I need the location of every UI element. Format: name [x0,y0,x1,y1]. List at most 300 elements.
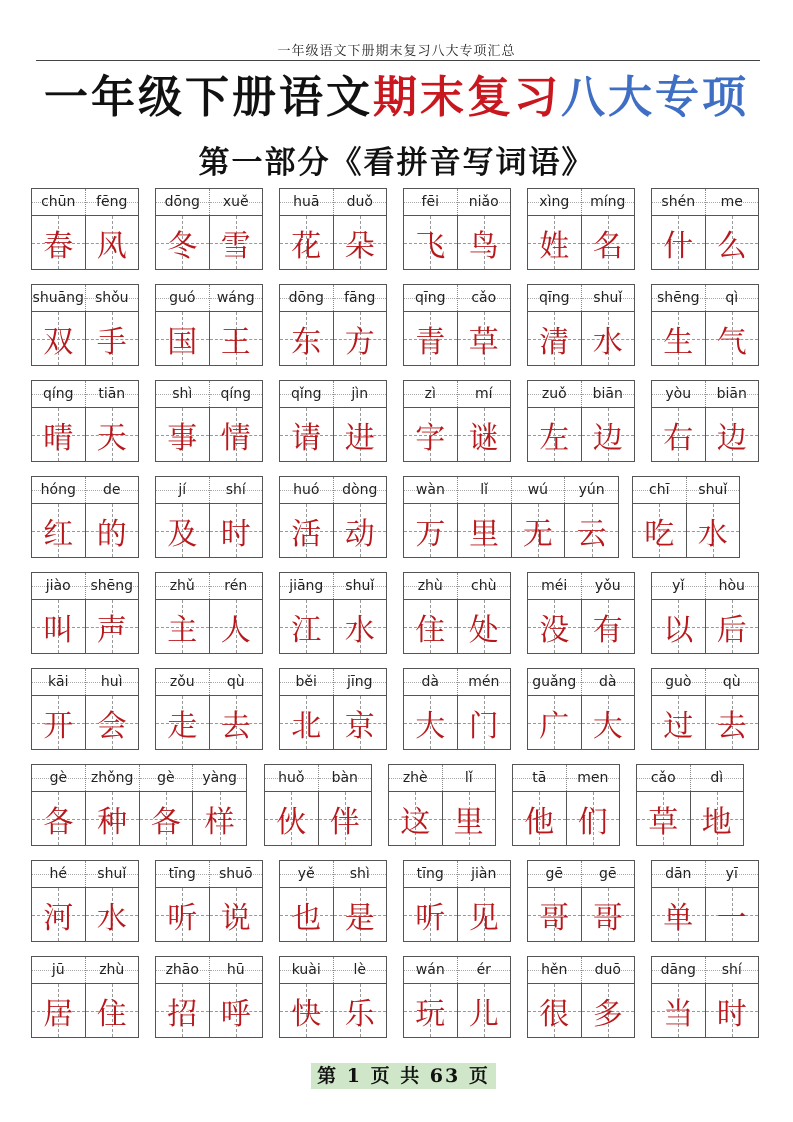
hanzi-char: 快 [291,996,322,1032]
hanzi-char: 时 [716,996,747,1032]
word-box [155,860,263,942]
hanzi-cell [85,312,139,365]
hanzi-cell [333,504,387,557]
hanzi-char: 飞 [415,228,446,264]
hanzi-cell [511,504,565,557]
pinyin-cell [652,573,705,599]
hanzi-char: 声 [96,612,127,648]
hanzi-cell [32,504,85,557]
pinyin-cell [581,957,635,983]
hanzi-cell [581,312,635,365]
word-box [527,188,635,270]
hanzi-char: 走 [167,708,198,744]
pinyin-text: qù [722,674,741,690]
word-box [651,284,759,366]
hanzi-char: 时 [220,516,251,552]
hanzi-row [652,984,758,1037]
hanzi-char: 多 [592,996,623,1032]
pinyin-cell [85,189,139,215]
hanzi-char: 王 [220,324,251,360]
pinyin-row [404,189,510,216]
hanzi-cell [564,504,618,557]
pinyin-row [389,765,495,792]
hanzi-cell [404,216,457,269]
pinyin-text: tiān [98,386,126,402]
pinyin-text: dāng [660,962,696,978]
word-box [155,668,263,750]
hanzi-char: 主 [167,612,198,648]
pinyin-cell [457,669,511,695]
hanzi-row [32,792,246,845]
hanzi-cell [457,696,511,749]
pinyin-row [156,189,262,216]
hanzi-char: 去 [220,708,251,744]
hanzi-cell [156,312,209,365]
pinyin-text: qíng [220,386,252,402]
pinyin-text: zhǒng [90,770,134,786]
pinyin-cell [32,381,85,407]
hanzi-char: 雪 [220,228,251,264]
pinyin-cell [333,669,387,695]
hanzi-char: 北 [291,708,322,744]
hanzi-cell [318,792,372,845]
pinyin-text: shēng [656,290,700,306]
hanzi-cell [156,888,209,941]
hanzi-cell [156,600,209,653]
hanzi-row [652,408,758,461]
pinyin-row [32,957,138,984]
pinyin-text: zhǔ [169,578,195,594]
hanzi-row [528,984,634,1037]
hanzi-char: 去 [716,708,747,744]
hanzi-cell [442,792,496,845]
hanzi-char: 及 [167,516,198,552]
pinyin-text: gē [545,866,563,882]
hanzi-cell [209,408,263,461]
hanzi-cell [404,600,457,653]
pinyin-cell [705,189,759,215]
pinyin-text: qīng [414,290,446,306]
word-box [651,188,759,270]
pinyin-cell [705,861,759,887]
pinyin-cell [457,189,511,215]
hanzi-row [280,312,386,365]
pinyin-cell [209,477,263,503]
hanzi-row [280,216,386,269]
hanzi-cell [333,408,387,461]
pinyin-text: yàng [202,770,237,786]
hanzi-char: 晴 [43,420,74,456]
pinyin-cell [457,285,511,311]
pinyin-row [528,957,634,984]
hanzi-cell [156,216,209,269]
hanzi-cell [32,600,85,653]
word-box [527,668,635,750]
hanzi-row [652,216,758,269]
word-box [31,572,139,654]
hanzi-char: 种 [97,804,128,840]
pinyin-text: shuǐ [345,578,375,594]
pinyin-text: dōng [164,194,200,210]
pinyin-text: shuǐ [593,290,623,306]
pinyin-text: shí [721,962,742,978]
hanzi-char: 的 [96,516,127,552]
hanzi-cell [705,888,759,941]
pinyin-cell [457,957,511,983]
pinyin-row [528,381,634,408]
pinyin-cell [528,285,581,311]
pinyin-text: qì [725,290,739,306]
pinyin-text: shuǐ [698,482,728,498]
hanzi-cell [280,312,333,365]
pinyin-cell [581,285,635,311]
hanzi-row [528,216,634,269]
hanzi-char: 春 [43,228,74,264]
hanzi-char: 呼 [220,996,251,1032]
hanzi-char: 门 [468,708,499,744]
pinyin-cell [333,957,387,983]
pinyin-text: dōng [288,290,324,306]
pinyin-cell [156,669,209,695]
pinyin-text: shén [661,194,696,210]
pinyin-cell [32,189,85,215]
pinyin-cell [209,285,263,311]
hanzi-char: 请 [291,420,322,456]
hanzi-cell [457,216,511,269]
word-box [31,860,139,942]
hanzi-cell [404,408,457,461]
hanzi-char: 手 [96,324,127,360]
hanzi-cell [209,216,263,269]
hanzi-cell [705,696,759,749]
pinyin-row [528,669,634,696]
hanzi-char: 活 [291,516,322,552]
word-box [636,764,744,846]
hanzi-cell [581,696,635,749]
hanzi-char: 见 [468,900,499,936]
pinyin-text: men [577,770,609,786]
pinyin-text: mén [468,674,500,690]
hanzi-cell [404,696,457,749]
hanzi-char: 方 [344,324,375,360]
hanzi-row [280,984,386,1037]
hanzi-cell [333,600,387,653]
pinyin-cell [513,765,566,791]
pinyin-cell [404,957,457,983]
hanzi-cell [333,696,387,749]
word-box [279,284,387,366]
hanzi-cell [652,600,705,653]
hanzi-cell [581,888,635,941]
hanzi-cell [404,504,457,557]
pinyin-text: guǎng [532,674,577,690]
hanzi-row [32,696,138,749]
pinyin-text: yī [725,866,738,882]
hanzi-char: 玩 [415,996,446,1032]
pinyin-cell [32,573,85,599]
word-box [527,860,635,942]
hanzi-char: 是 [344,900,375,936]
pinyin-text: jū [51,962,65,978]
word-box [512,764,620,846]
hanzi-char: 草 [648,804,679,840]
hanzi-char: 招 [167,996,198,1032]
hanzi-cell [32,408,85,461]
pinyin-text: dān [665,866,692,882]
pinyin-text: shì [349,866,370,882]
hanzi-cell [333,888,387,941]
pinyin-text: dì [710,770,724,786]
hanzi-char: 们 [577,804,608,840]
hanzi-cell [652,696,705,749]
pinyin-cell [280,189,333,215]
hanzi-cell [156,696,209,749]
hanzi-char: 一 [716,900,747,936]
hanzi-char: 以 [663,612,694,648]
hanzi-cell [32,216,85,269]
pinyin-row [280,477,386,504]
pinyin-text: fēng [96,194,128,210]
hanzi-cell [404,888,457,941]
hanzi-char: 住 [415,612,446,648]
word-box [31,668,139,750]
pinyin-row [280,285,386,312]
pinyin-cell [404,381,457,407]
word-box [31,764,247,846]
hanzi-char: 云 [576,516,607,552]
hanzi-row [528,696,634,749]
pinyin-text: cǎo [471,290,497,306]
pinyin-text: zhè [402,770,428,786]
pinyin-cell [404,573,457,599]
pinyin-text: dòng [342,482,378,498]
pinyin-cell [581,189,635,215]
pinyin-text: mí [474,386,493,402]
pinyin-text: xuě [222,194,249,210]
hanzi-cell [280,984,333,1037]
hanzi-char: 水 [96,900,127,936]
pinyin-cell [32,477,85,503]
hanzi-row [404,696,510,749]
title-part-2: 期末复习 [373,72,561,123]
hanzi-row [32,312,138,365]
hanzi-char: 名 [592,228,623,264]
hanzi-char: 没 [539,612,570,648]
word-box [31,476,139,558]
word-box [403,476,619,558]
hanzi-row [528,600,634,653]
hanzi-char: 水 [344,612,375,648]
word-box [279,188,387,270]
title-part-3: 八大专项 [561,72,749,123]
pinyin-text: rén [224,578,248,594]
pinyin-cell [652,189,705,215]
hanzi-char: 当 [663,996,694,1032]
pinyin-cell [581,573,635,599]
page-number-footer: 第 1 页 共 63 页 [311,1063,496,1089]
hanzi-row [156,408,262,461]
pinyin-cell [139,765,193,791]
hanzi-char: 边 [592,420,623,456]
word-box [651,380,759,462]
pinyin-text: bàn [331,770,358,786]
pinyin-row [32,381,138,408]
pinyin-text: zhù [99,962,125,978]
hanzi-char: 气 [716,324,747,360]
pinyin-row [652,189,758,216]
pinyin-text: méi [541,578,568,594]
hanzi-char: 里 [469,516,500,552]
hanzi-cell [705,600,759,653]
pinyin-cell [690,765,744,791]
pinyin-cell [156,477,209,503]
word-box [403,668,511,750]
hanzi-row [652,600,758,653]
hanzi-cell [457,408,511,461]
hanzi-char: 江 [291,612,322,648]
pinyin-text: hěn [541,962,568,978]
hanzi-row [156,600,262,653]
pinyin-row [156,285,262,312]
hanzi-row [404,408,510,461]
pinyin-cell [457,861,511,887]
pinyin-text: zhāo [165,962,199,978]
hanzi-char: 无 [522,516,553,552]
word-box [403,284,511,366]
hanzi-row [265,792,371,845]
pinyin-text: jiāng [289,578,324,594]
pinyin-text: shì [172,386,193,402]
pinyin-row [404,573,510,600]
word-box [155,956,263,1038]
pinyin-text: jí [178,482,187,498]
pinyin-text: zì [424,386,436,402]
hanzi-char: 花 [291,228,322,264]
pinyin-cell [404,477,457,503]
pinyin-cell [333,477,387,503]
hanzi-char: 朵 [344,228,375,264]
pinyin-cell [404,861,457,887]
hanzi-row [652,696,758,749]
pinyin-text: fēi [421,194,439,210]
hanzi-cell [280,600,333,653]
hanzi-cell [581,984,635,1037]
hanzi-cell [209,312,263,365]
pinyin-row [156,573,262,600]
hanzi-row [633,504,739,557]
pinyin-row [404,669,510,696]
pinyin-text: zǒu [169,674,195,690]
pinyin-text: gè [157,770,175,786]
pinyin-cell [209,381,263,407]
hanzi-char: 很 [539,996,570,1032]
hanzi-cell [457,600,511,653]
hanzi-row [32,408,138,461]
page-header-text: 一年级语文下册期末复习八大专项汇总 [277,44,516,59]
hanzi-char: 生 [663,324,694,360]
hanzi-row [156,984,262,1037]
pinyin-text: jīng [346,674,373,690]
pinyin-text: wàn [415,482,445,498]
hanzi-cell [581,600,635,653]
pinyin-cell [85,477,139,503]
hanzi-row [156,216,262,269]
pinyin-cell [404,669,457,695]
hanzi-char: 草 [468,324,499,360]
hanzi-char: 伙 [276,804,307,840]
hanzi-char: 处 [468,612,499,648]
hanzi-cell [32,888,85,941]
pinyin-cell [209,957,263,983]
pinyin-cell [511,477,565,503]
hanzi-row [637,792,743,845]
hanzi-char: 说 [220,900,251,936]
hanzi-char: 过 [663,708,694,744]
pinyin-text: huǒ [278,770,305,786]
hanzi-cell [209,600,263,653]
pinyin-text: hóng [40,482,76,498]
hanzi-row [513,792,619,845]
hanzi-row [652,888,758,941]
pinyin-cell [280,381,333,407]
hanzi-row [280,504,386,557]
pinyin-row [156,669,262,696]
pinyin-row [652,573,758,600]
hanzi-row [156,888,262,941]
hanzi-cell [581,216,635,269]
hanzi-cell [32,696,85,749]
hanzi-cell [85,888,139,941]
word-box [403,188,511,270]
pinyin-text: me [720,194,743,210]
pinyin-text: huì [100,674,123,690]
pinyin-cell [156,381,209,407]
pinyin-text: biān [592,386,623,402]
word-box [651,668,759,750]
pinyin-text: shǒu [94,290,129,306]
word-box [155,284,263,366]
hanzi-cell [404,312,457,365]
pinyin-cell [333,285,387,311]
hanzi-cell [156,984,209,1037]
pinyin-cell [652,669,705,695]
hanzi-char: 吃 [644,516,675,552]
pinyin-text: fāng [344,290,376,306]
hanzi-row [156,312,262,365]
pinyin-cell [85,765,139,791]
section-subtitle: 第一部分《看拼音写词语》 [198,145,595,181]
pinyin-cell [85,957,139,983]
word-box [388,764,496,846]
pinyin-text: kuài [291,962,321,978]
title-part-1: 一年级下册语文 [44,72,373,123]
pinyin-cell [581,861,635,887]
pinyin-cell [32,285,85,311]
hanzi-row [32,888,138,941]
hanzi-char: 国 [167,324,198,360]
word-box [155,476,263,558]
hanzi-char: 大 [592,708,623,744]
pinyin-cell [652,861,705,887]
pinyin-cell [705,573,759,599]
pinyin-cell [156,861,209,887]
hanzi-char: 哥 [539,900,570,936]
pinyin-text: kāi [47,674,69,690]
hanzi-cell [192,792,246,845]
hanzi-cell [528,216,581,269]
pinyin-row [156,477,262,504]
pinyin-cell [705,669,759,695]
